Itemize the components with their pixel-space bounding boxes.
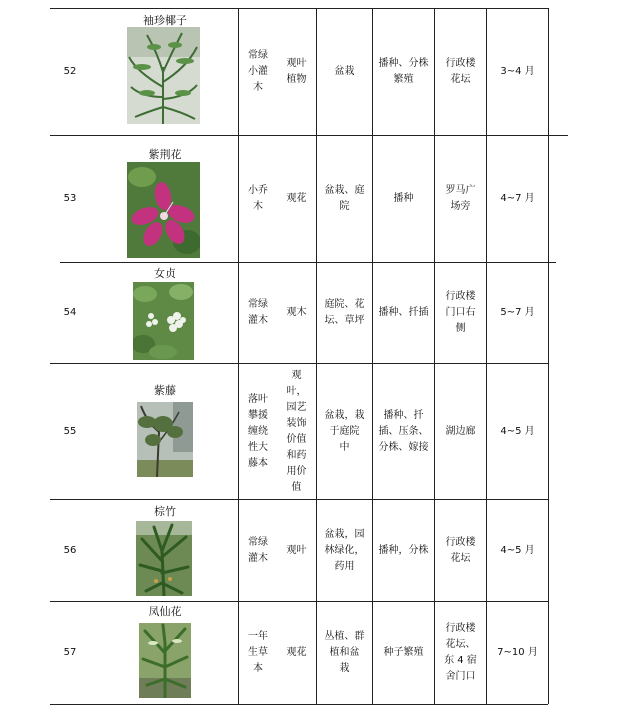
plant-use: 观 叶， 园艺 装饰 价值 和药 用价 值 <box>286 369 307 493</box>
bloom-period: 3~4 月 <box>500 66 535 77</box>
cultivation: 盆栽，园 林绿化， 药用 <box>324 528 365 572</box>
propagation: 播种、扦插 <box>378 307 429 318</box>
cultivation: 盆栽，栽 于庭院 中 <box>324 409 365 453</box>
plant-type: 常绿 小灌 木 <box>248 50 268 93</box>
wisteria-photo <box>137 402 193 477</box>
location: 行政楼 花坛、 东 4 宿 舍门口 <box>444 623 477 682</box>
column-rule <box>548 8 549 704</box>
location: 行政楼 门口右 侧 <box>445 291 476 334</box>
plant-type: 常绿 灌木 <box>248 299 268 326</box>
plant-use: 观叶 植物 <box>286 58 307 85</box>
location: 行政楼 花坛 <box>445 536 476 564</box>
row-number: 56 <box>63 544 77 556</box>
location: 湖边廊 <box>445 425 476 437</box>
bloom-period: 5~7 月 <box>500 307 535 318</box>
plant-use: 观木 <box>286 307 307 318</box>
bloom-period: 4~7 月 <box>500 193 535 204</box>
palm-photo <box>127 27 200 124</box>
plant-name: 棕竹 <box>154 505 176 518</box>
plant-name: 紫藤 <box>154 384 176 397</box>
propagation: 种子繁殖 <box>383 647 424 658</box>
bloom-period: 4~5 月 <box>500 425 535 437</box>
plant-use: 观花 <box>286 647 307 658</box>
bloom-period: 7~10 月 <box>497 647 538 658</box>
plant-type: 常绿 灌木 <box>248 536 268 564</box>
plant-type: 一年 生草 本 <box>248 631 268 674</box>
propagation: 播种、分株 繁殖 <box>378 58 429 85</box>
cultivation: 盆栽 <box>334 66 355 77</box>
propagation: 播种、扦 插、压条、 分株、嫁接 <box>378 409 429 453</box>
row-number: 52 <box>63 66 77 77</box>
cultivation: 庭院、花 坛、草坪 <box>324 299 365 326</box>
location: 行政楼 花坛 <box>445 58 476 85</box>
plant-name: 凤仙花 <box>148 605 182 618</box>
plant-name: 袖珍椰子 <box>143 14 187 27</box>
row-number: 53 <box>63 193 77 204</box>
plant-name: 紫荆花 <box>148 148 182 161</box>
orchid-flower-photo <box>127 162 200 258</box>
bloom-period: 4~5 月 <box>500 544 535 556</box>
table-rule <box>50 704 548 705</box>
bamboo-palm-photo <box>136 521 192 596</box>
row-number: 55 <box>63 425 77 437</box>
plant-name: 女贞 <box>154 267 176 280</box>
cultivation: 丛植、群 植和盆 栽 <box>324 631 365 674</box>
propagation: 播种，分株 <box>378 544 429 556</box>
privet-photo <box>133 282 194 360</box>
row-number: 54 <box>63 307 77 318</box>
plant-type: 小乔 木 <box>248 185 268 212</box>
balsam-photo <box>139 623 191 698</box>
row-number: 57 <box>63 647 77 658</box>
plant-type: 落叶 攀援 缠绕 性大 藤本 <box>248 393 268 469</box>
plant-use: 观叶 <box>286 544 307 556</box>
cultivation: 盆栽、庭 院 <box>324 185 365 212</box>
location: 罗马广 场旁 <box>445 185 476 212</box>
plant-use: 观花 <box>286 193 307 204</box>
propagation: 播种 <box>393 193 414 204</box>
